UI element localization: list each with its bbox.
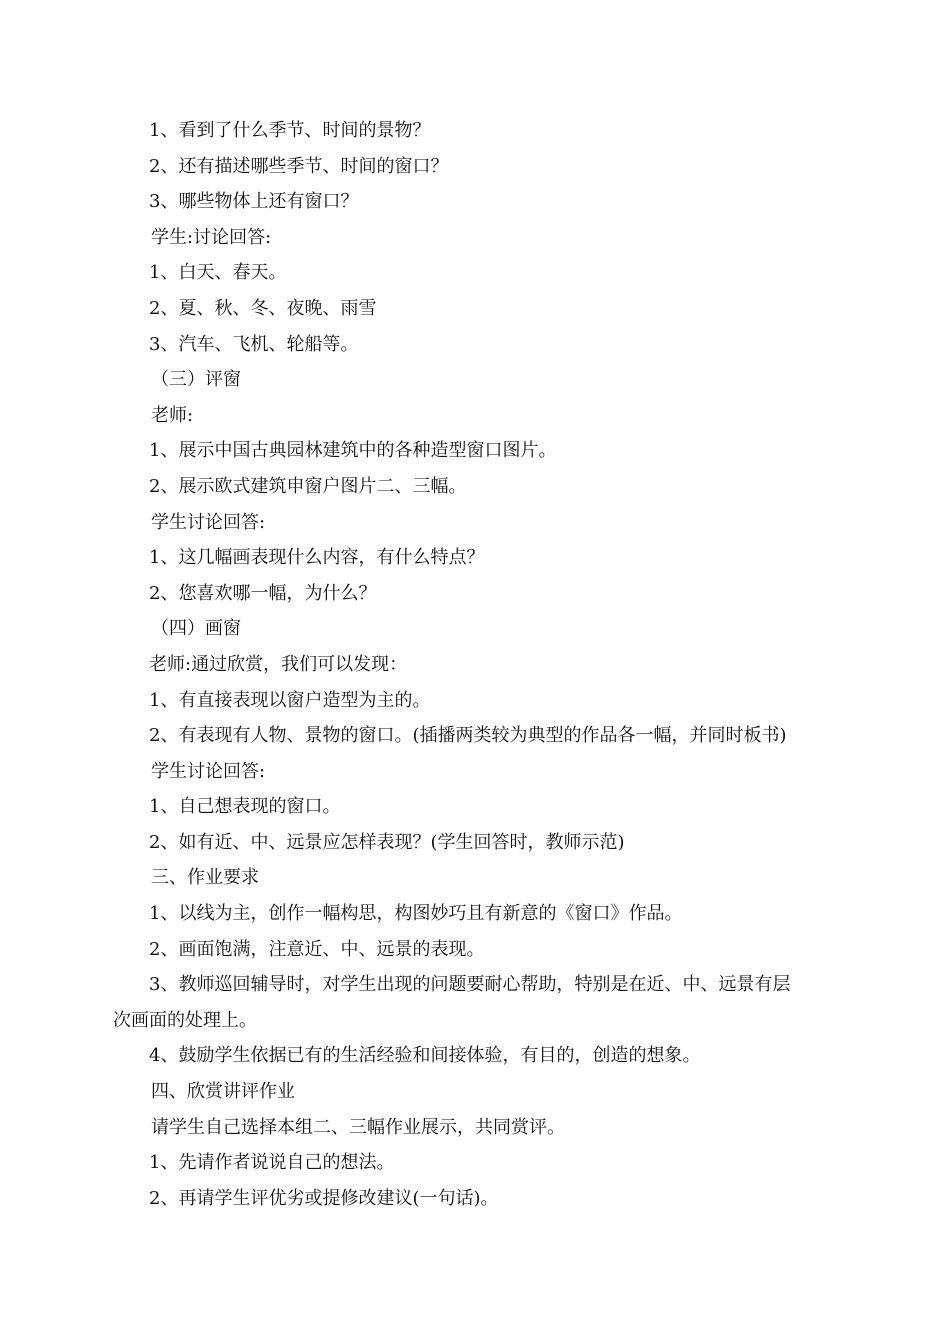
list-item: 2、展示欧式建筑申窗户图片二、三幅。 [149,475,467,497]
list-item: 2、再请学生评优劣或提修改建议(一句话)。 [149,1187,499,1209]
section-heading: 三、作业要求 [151,867,259,889]
section-heading: 四、欣赏讲评作业 [151,1081,295,1103]
list-item: 1、这几幅画表现什么内容，有什么特点？ [149,547,485,569]
list-item: 2、如有近、中、远景应怎样表现？(学生回答时，教师示范) [149,831,625,853]
list-item: 2、您喜欢哪一幅，为什么？ [149,582,377,604]
list-item: 1、自己想表现的窗口。 [149,796,341,818]
answer-line: 2、夏、秋、冬、夜晚、雨雪 [149,297,377,319]
paragraph-continuation: 次画面的处理上。 [113,1009,257,1031]
paragraph-first-line: 3、教师巡回辅导时，对学生出现的问题要耐心帮助，特别是在近、中、远景有层 [149,974,791,996]
list-item: 2、有表现有人物、景物的窗口。(插播两类较为典型的作品各一幅，并同时板书) [149,725,787,747]
answer-line: 1、白天、春天。 [149,262,287,284]
answer-line: 3、汽车、飞机、轮船等。 [149,333,359,355]
student-heading: 学生:讨论回答: [151,226,272,248]
list-item: 1、有直接表现以窗户造型为主的。 [149,689,431,711]
list-item: 1、先请作者说说自己的想法。 [149,1152,395,1174]
list-item: 4、鼓励学生依据已有的生活经验和间接体验，有目的，创造的想象。 [149,1045,701,1067]
list-item: 1、以线为主，创作一幅构思，构图妙巧且有新意的《窗口》作品。 [149,903,683,925]
section-heading: （四）画窗 [151,618,241,640]
question-line: 2、还有描述哪些季节、时间的窗口？ [149,155,449,177]
question-line: 1、看到了什么季节、时间的景物？ [149,120,431,141]
instruction-line: 请学生自己选择本组二、三幅作业展示，共同赏评。 [151,1116,565,1138]
student-heading: 学生讨论回答: [151,760,266,782]
list-item: 2、画面饱满，注意近、中、远景的表现。 [149,938,485,960]
teacher-heading: 老师: [151,404,194,426]
wrapped-paragraph [113,967,843,1038]
question-line: 3、哪些物体上还有窗口？ [149,191,359,213]
list-item: 1、展示中国古典园林建筑中的各种造型窗口图片。 [149,440,557,462]
document-body [113,113,843,1216]
section-heading: （三）评窗 [151,369,241,391]
teacher-line: 老师:通过欣赏，我们可以发现： [149,653,408,675]
student-heading: 学生讨论回答: [151,511,266,533]
